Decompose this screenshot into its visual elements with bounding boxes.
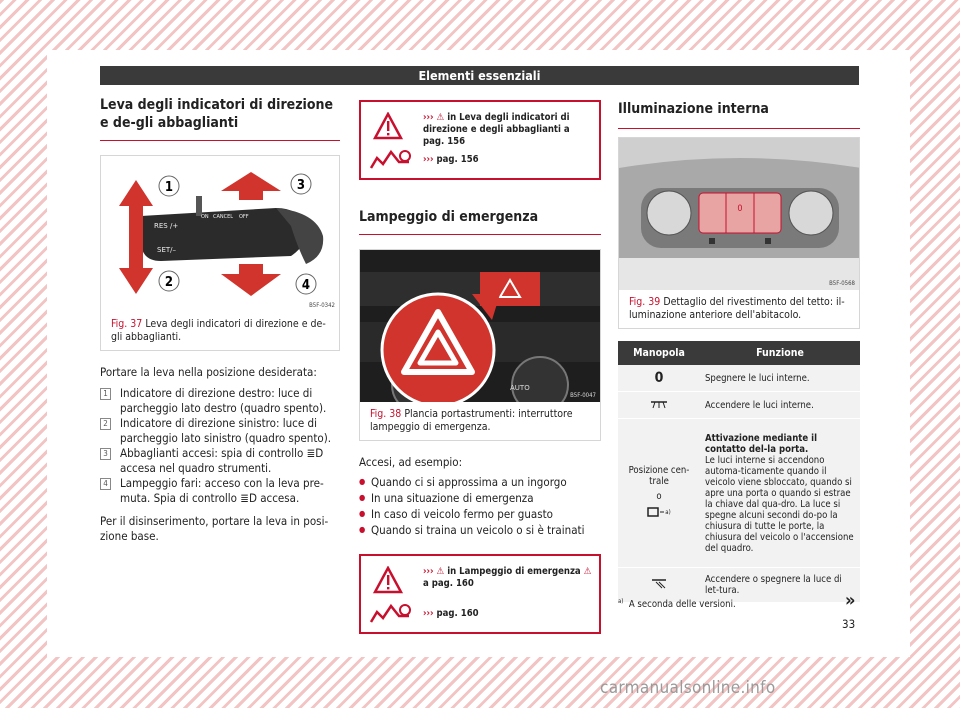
left-intro: Portare la leva nella posizione desiderata: — [100, 365, 317, 379]
figure-37 — [100, 155, 340, 351]
watermark: carmanualsonline.info — [600, 678, 776, 698]
hazard-intro: Accesi, ad esempio: — [359, 455, 463, 469]
table-header: Funzione — [700, 341, 860, 365]
table-cell: Spegnere le luci interne. — [700, 365, 860, 392]
left-title: Leva degli indicatori di direzione e de-gli abbaglianti — [100, 97, 334, 131]
figure-caption — [360, 402, 600, 440]
knob-off: 0 — [618, 365, 700, 392]
door-contact-icon: a) — [623, 506, 695, 521]
warning-link-2[interactable]: ››› pag. 160 — [423, 608, 479, 619]
roof-light-image — [619, 138, 859, 290]
warning-link-1[interactable]: ››› ⚠ in Lampeggio di emergenza ⚠ a pag. 160 — [423, 566, 592, 589]
environment-note-icon — [369, 148, 413, 172]
lever-label-set: SET/– — [157, 246, 177, 254]
lever-label-res: RES /+ — [154, 222, 179, 230]
callout-4 — [296, 274, 316, 294]
callout-1 — [159, 176, 179, 196]
warning-triangle-icon — [373, 112, 403, 140]
figure-caption-text: Leva degli indicatori di direzione e de-gli abbaglianti. — [111, 318, 326, 343]
lever-label-cancel: CANCEL — [213, 214, 234, 220]
svg-text:4: 4 — [301, 278, 311, 293]
table-row — [618, 419, 860, 568]
figure-label: Fig. 38 — [370, 408, 402, 420]
section-header: Elementi essenziali — [100, 66, 859, 85]
hazard-title-block — [359, 208, 601, 235]
left-title-block — [100, 96, 340, 141]
figure-39 — [618, 137, 860, 329]
warning-link-2[interactable]: ››› pag. 156 — [423, 154, 479, 165]
table-cell: Accendere le luci interne. — [700, 392, 860, 419]
figure-code: B5F-0342 — [309, 302, 335, 309]
figure-caption-text: Dettaglio del rivestimento del tetto: il-luminazione anteriore dell'abitacolo. — [629, 296, 845, 321]
left-outro: Per il disinserimento, portare la leva in posi-zione base. — [100, 514, 329, 543]
list-item: ● In una situazione di emergenza — [359, 490, 601, 506]
table-cell: Accendere o spegnere la luce di let-tura. — [700, 568, 860, 603]
table-cell: Attivazione mediante il contatto del-la porta. Le luci interne si accendono automa-ticamente quando il veicolo viene sbloccato, quando si apre una porta o quando si estrae la chiave dal qua-dro. La luce si spegne alcuni secondi do-po la chiusura di tutte le porte, la chiusura del veicolo o l'accensione del quadro. — [700, 419, 860, 568]
lever-label-on: ON — [201, 214, 209, 220]
lever-label-off: OFF — [239, 214, 249, 220]
environment-note-icon — [369, 602, 413, 626]
right-title: Illuminazione interna — [618, 101, 769, 117]
middle-column — [359, 96, 601, 634]
position-list — [100, 386, 340, 506]
svg-text:0: 0 — [737, 204, 743, 214]
right-column — [618, 96, 860, 603]
table-header-row — [618, 341, 860, 365]
function-table — [618, 341, 860, 603]
figure-code: B5F-0047 — [570, 392, 596, 399]
hazard-switch-illustration — [360, 250, 600, 402]
hazard-title: Lampeggio di emergenza — [359, 209, 539, 225]
list-item: 1 Indicatore di direzione destro: luce di parcheggio lato destro (quadro spento). — [100, 386, 340, 416]
table-row — [618, 392, 860, 419]
warning-triangle-icon — [373, 566, 403, 594]
figure-code: B5F-0568 — [829, 280, 855, 287]
figure-label: Fig. 39 — [629, 296, 661, 308]
warning-box-top — [359, 100, 601, 180]
figure-38 — [359, 249, 601, 441]
label-auto: AUTO — [510, 384, 530, 392]
turn-signal-lever-illustration — [101, 156, 339, 312]
figure-label: Fig. 37 — [111, 318, 143, 330]
svg-text:2: 2 — [164, 275, 174, 290]
figure-caption-text: Plancia portastrumenti: interruttore lampeggio di emergenza. — [370, 408, 573, 433]
roof-light-illustration — [619, 138, 859, 290]
warning-box-bottom — [359, 554, 601, 634]
footnote: $^{a)}$ A seconda delle versioni. — [618, 598, 736, 611]
list-item: ● Quando ci si approssima a un ingorgo — [359, 474, 601, 490]
warning-link-1[interactable]: ››› ⚠ in Leva degli indicatori di direzione e degli abbaglianti a pag. 156 — [423, 112, 570, 147]
left-column — [100, 96, 340, 544]
lever-image — [101, 156, 339, 312]
callout-3 — [291, 174, 311, 194]
list-item: 4 Lampeggio fari: acceso con la leva pre-muta. Spia di controllo ≣D accesa. — [100, 476, 340, 506]
list-item: 2 Indicatore di direzione sinistro: luce di parcheggio lato sinistro (quadro spento). — [100, 416, 340, 446]
svg-text:1: 1 — [164, 180, 174, 195]
table-header: Manopola — [618, 341, 700, 365]
list-item: 3 Abbaglianti accesi: spia di controllo ≣D accesa nel quadro strumenti. — [100, 446, 340, 476]
interior-light-on-icon — [618, 392, 700, 419]
right-title-block — [618, 96, 860, 129]
callout-2 — [159, 271, 179, 291]
figure-caption — [101, 312, 339, 350]
page-number: 33 — [842, 617, 856, 631]
svg-text:3: 3 — [296, 178, 306, 193]
list-item: ● In caso di veicolo fermo per guasto — [359, 506, 601, 522]
figure-caption — [619, 290, 859, 328]
list-item: ● Quando si traina un veicolo o si è trainati — [359, 522, 601, 538]
hazard-bullets — [359, 474, 601, 538]
knob-center: Posizione cen-trale o $^{a)}$ — [618, 419, 700, 568]
dashboard-image — [360, 250, 600, 402]
table-row — [618, 365, 860, 392]
continue-arrow-icon: » — [845, 590, 856, 611]
